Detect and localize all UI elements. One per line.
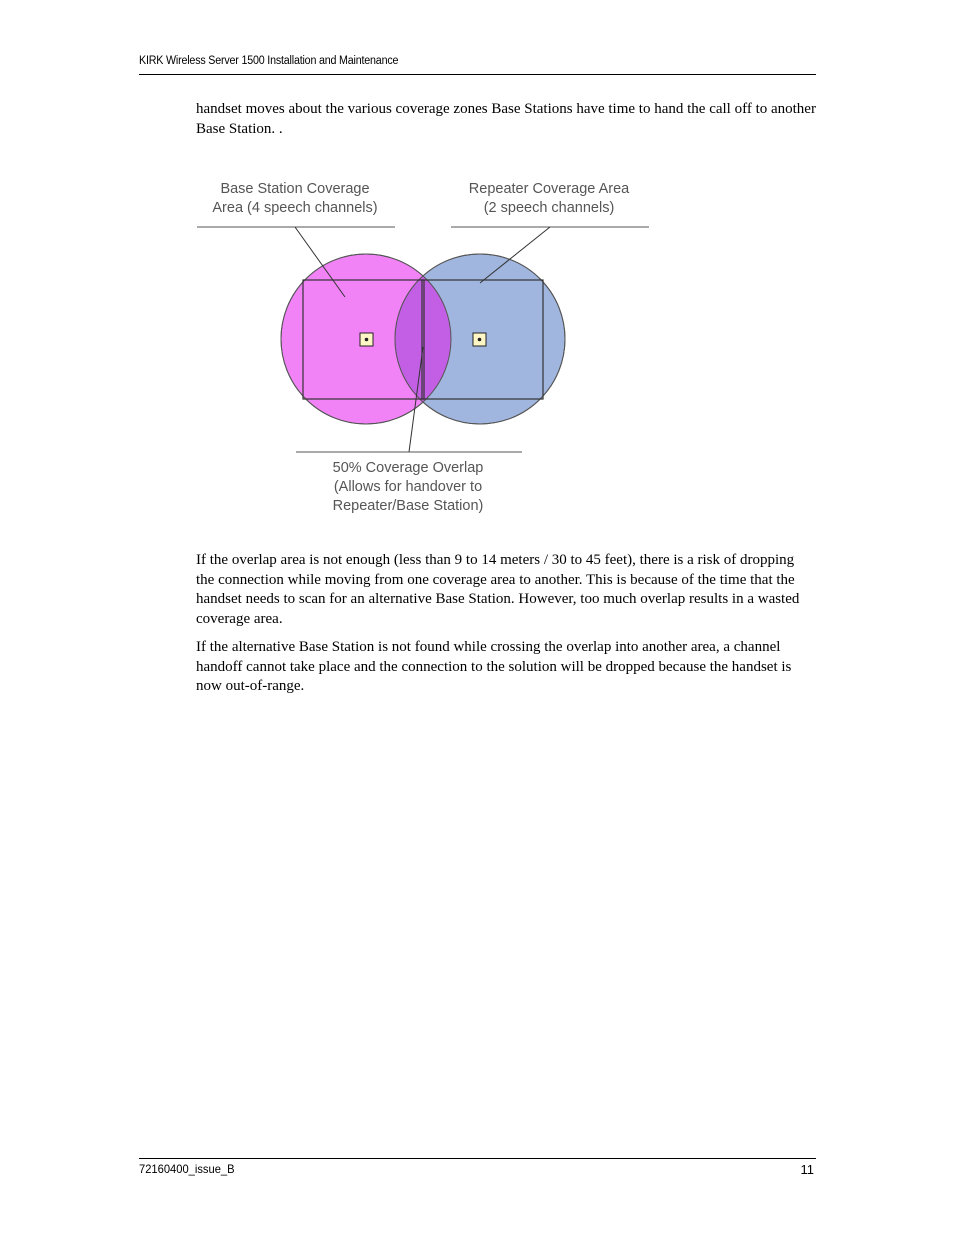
base-label-line2: Area (4 speech channels) (212, 200, 378, 216)
coverage-diagram-svg (190, 170, 660, 520)
page-header (139, 54, 816, 75)
base-station-icon (360, 333, 373, 346)
paragraph-overlap-risk: If the overlap area is not enough (less than 9 to 14 meters / 30 to 45 feet), there is a risk of dropping the connection while moving from one coverage area to another. This is because of the time that the handset needs to scan for an alternative Base Station. However, too much overlap results in a wasted coverage area. (196, 552, 800, 627)
base-label-line1: Base Station Coverage (220, 181, 370, 197)
repeater-icon (473, 333, 486, 346)
overlap-label-line2: (Allows for handover to (333, 479, 483, 495)
header-title: KIRK Wireless Server 1500 Installation and Maintenance (139, 55, 399, 67)
coverage-diagram (190, 170, 660, 520)
overlap-label-line3: Repeater/Base Station) (332, 498, 484, 514)
repeater-label-line2: (2 speech channels) (483, 200, 615, 216)
paragraph-intro: handset moves about the various coverage zones Base Stations have time to hand the call off to another Base Station. . (196, 101, 816, 137)
repeater-label-line1: Repeater Coverage Area (468, 181, 630, 197)
footer-doc-id: 72160400_issue_B (139, 1162, 235, 1176)
page-footer (139, 1158, 816, 1181)
page-number: 11 (800, 1162, 814, 1177)
overlap-label-line1: 50% Coverage Overlap (332, 460, 484, 476)
paragraph-handoff: If the alternative Base Station is not found while crossing the overlap into another area, a channel handoff cannot take place and the connection to the solution will be dropped because the handset is now out-of-range. (196, 639, 792, 694)
